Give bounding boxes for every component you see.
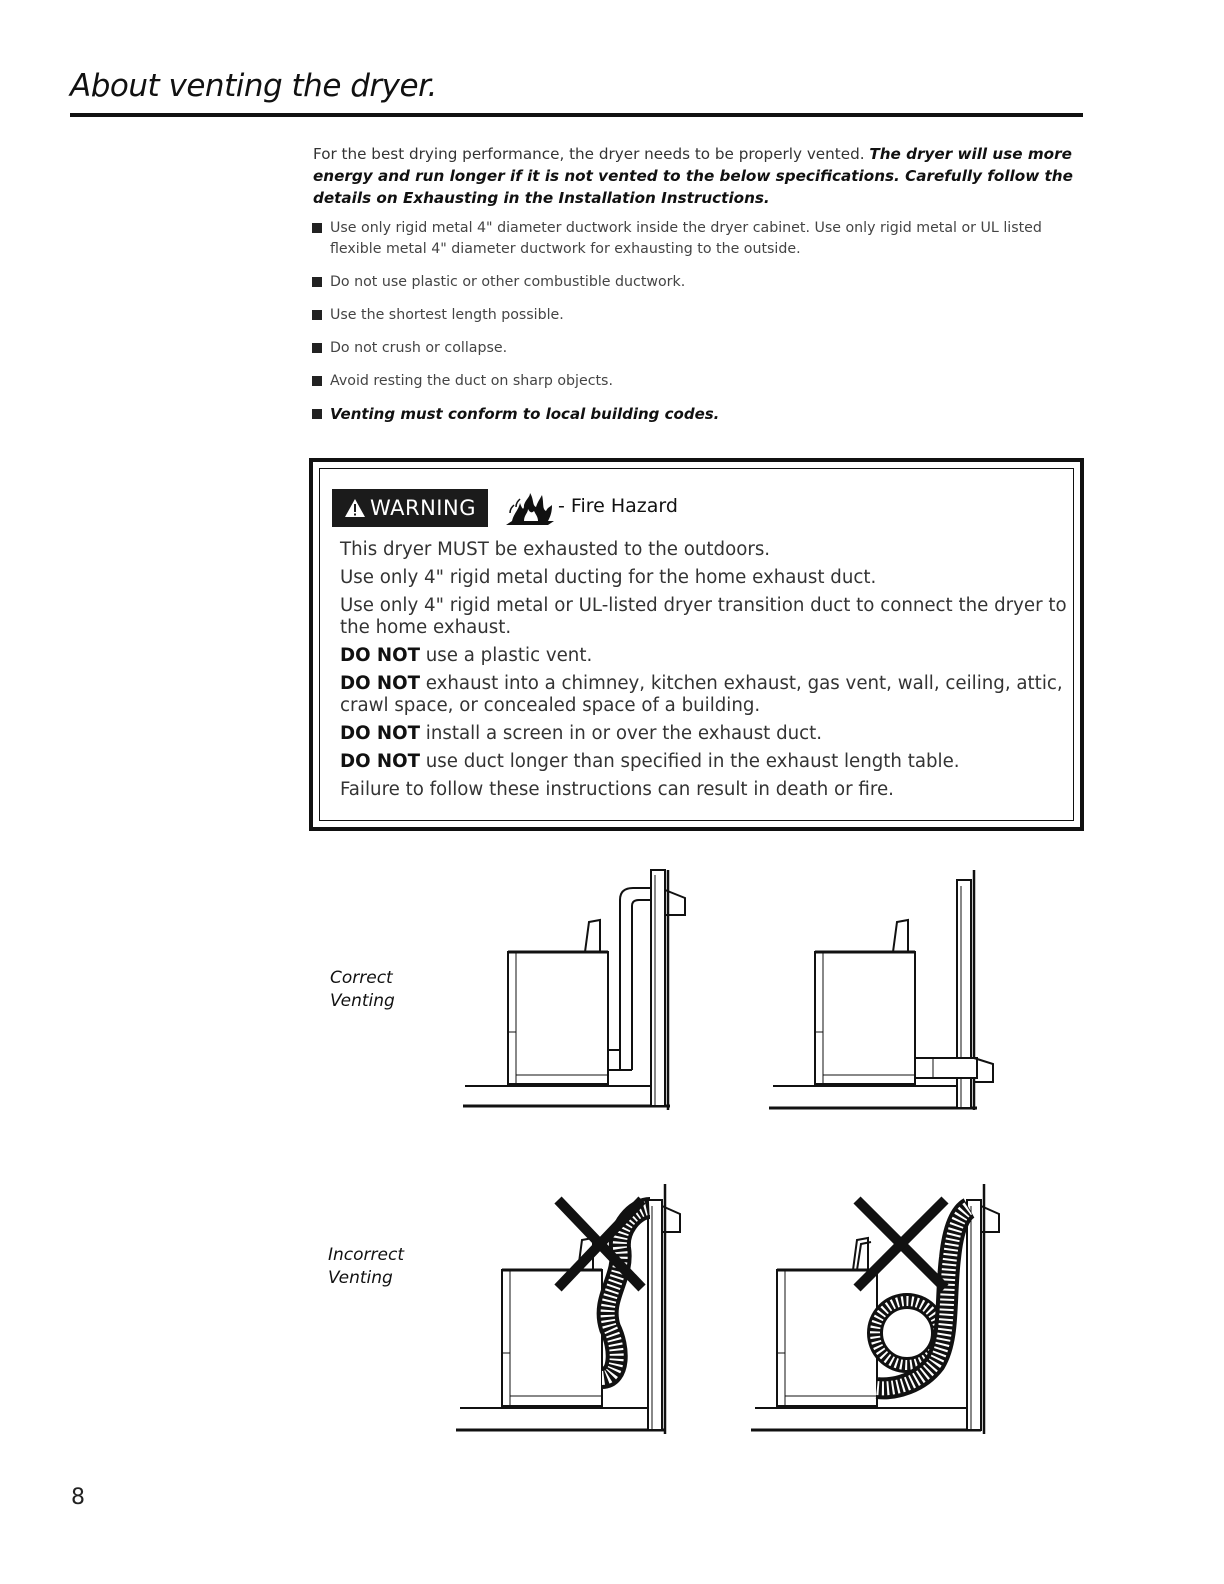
correct-venting-illustration-direct-exhaust xyxy=(763,860,1003,1115)
warning-box-inner xyxy=(319,468,1074,821)
list-item-text: Avoid resting the duct on sharp objects. xyxy=(330,373,613,389)
warning-line-text: use duct longer than specified in the exhaust length table. xyxy=(419,751,960,772)
list-item-text: Use the shortest length possible. xyxy=(330,307,564,323)
list-item-text: Do not use plastic or other combustible ductwork. xyxy=(330,274,686,290)
warning-line-text: Failure to follow these instructions can result in death or fire. xyxy=(340,779,894,800)
warning-line-emphasis: DO NOT xyxy=(340,751,420,772)
warning-line-emphasis: DO NOT xyxy=(340,673,420,694)
title-rule xyxy=(70,113,1083,117)
caption-line: Correct xyxy=(330,968,393,988)
intro-plain-text: For the best drying performance, the dryer needs to be properly vented. xyxy=(313,145,870,163)
warning-box xyxy=(309,458,1084,831)
warning-line xyxy=(340,723,1070,745)
caption-line: Venting xyxy=(328,1268,393,1288)
page-title: About venting the dryer. xyxy=(70,68,437,104)
correct-venting-illustration-rigid-riser xyxy=(455,860,695,1115)
hazard-label: - Fire Hazard xyxy=(558,495,678,517)
warning-badge-label: WARNING xyxy=(370,496,476,520)
warning-lines xyxy=(340,539,1070,807)
fire-hazard-icon xyxy=(504,491,556,527)
list-item-text: Use only rigid metal 4" diameter ductwork inside the dryer cabinet. Use only rigid metal or UL listed flexible metal 4" diameter ductwork for exhausting to the outside. xyxy=(330,220,1042,257)
warning-line xyxy=(340,539,1070,561)
warning-line-emphasis: DO NOT xyxy=(340,723,420,744)
bullet-square-icon xyxy=(312,376,322,386)
list-item xyxy=(311,305,1086,326)
warning-line xyxy=(340,595,1070,639)
warning-line xyxy=(340,645,1070,667)
warning-line-text: exhaust into a chimney, kitchen exhaust, gas vent, wall, ceiling, attic, crawl space, or concealed space of a building. xyxy=(340,673,1063,716)
list-item-text: Venting must conform to local building codes. xyxy=(330,405,720,423)
bullet-square-icon xyxy=(312,277,322,287)
bullet-square-icon xyxy=(312,310,322,320)
incorrect-venting-illustration-looped-duct xyxy=(745,1178,1005,1438)
list-item xyxy=(311,272,1086,293)
bullet-square-icon xyxy=(312,223,322,233)
caption-line: Venting xyxy=(330,991,395,1011)
venting-requirements-list xyxy=(311,218,1086,437)
bullet-square-icon xyxy=(312,343,322,353)
warning-line xyxy=(340,751,1070,773)
list-item xyxy=(311,338,1086,359)
list-item-text: Do not crush or collapse. xyxy=(330,340,508,356)
list-item xyxy=(311,371,1086,392)
warning-line-text: use a plastic vent. xyxy=(419,645,593,666)
incorrect-venting-illustration-crushed-duct xyxy=(450,1178,695,1438)
warning-line-text: install a screen in or over the exhaust duct. xyxy=(419,723,823,744)
warning-line-emphasis: DO NOT xyxy=(340,645,420,666)
caption-line: Incorrect xyxy=(328,1245,404,1265)
list-item xyxy=(311,218,1086,260)
warning-line xyxy=(340,779,1070,801)
page-number: 8 xyxy=(71,1485,85,1510)
bullet-square-icon xyxy=(312,409,322,419)
correct-venting-caption xyxy=(330,967,395,1013)
warning-line-text: This dryer MUST be exhausted to the outdoors. xyxy=(340,539,771,560)
warning-triangle-icon xyxy=(344,498,366,518)
warning-badge xyxy=(332,489,488,527)
warning-line-text: Use only 4" rigid metal or UL-listed dryer transition duct to connect the dryer to the home exhaust. xyxy=(340,595,1067,638)
list-item xyxy=(311,404,1086,425)
warning-line xyxy=(340,673,1070,717)
incorrect-venting-caption xyxy=(328,1244,404,1290)
warning-line xyxy=(340,567,1070,589)
intro-paragraph xyxy=(313,143,1083,209)
warning-line-text: Use only 4" rigid metal ducting for the home exhaust duct. xyxy=(340,567,877,588)
intro-bold-text: The dryer will use more energy and run longer if it is not vented to the below specifications. Carefully follow the details on Exhausting in the Installation Instructions. xyxy=(313,145,1073,207)
